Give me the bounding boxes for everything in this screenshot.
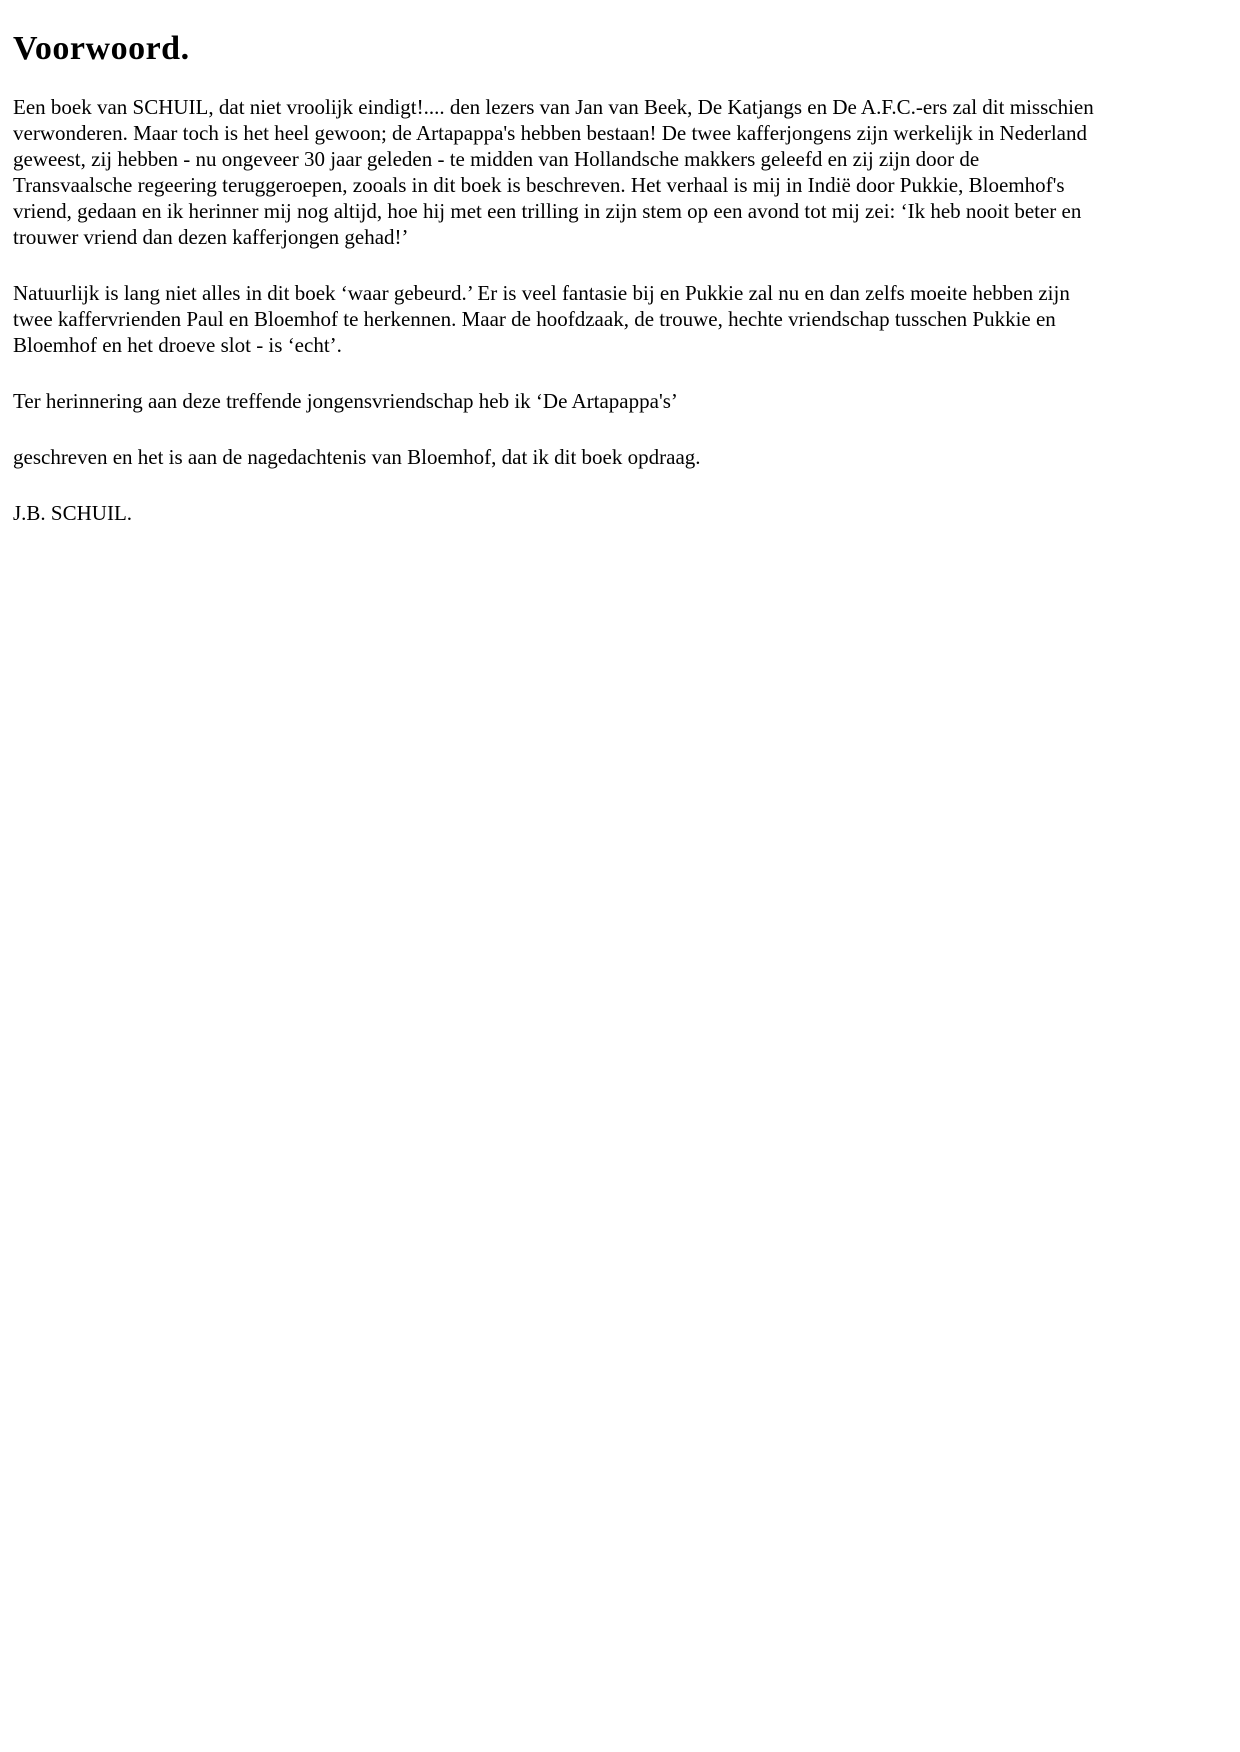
page-title: Voorwoord. bbox=[13, 30, 190, 67]
author-signature: J.B. SCHUIL. bbox=[13, 501, 133, 525]
paragraph-1: Een boek van SCHUIL, dat niet vroolijk eindigt!.... den lezers van Jan van Beek, De Katjangs en De A.F.C.-ers zal dit misschien verwonderen. Maar toch is het heel gewoon; de Artapappa's hebben bestaan! De twee kafferjongens zijn werkelijk in Nederland geweest, zij hebben - nu ongeveer 30 jaar geleden - te midden van Hollandsche makkers geleefd en zij zijn door de Transvaalsche regeering teruggeroepen, zooals in dit boek is beschreven. Het verhaal is mij in Indië door Pukkie, Bloemhof's vriend, gedaan en ik herinner mij nog altijd, hoe hij met een trilling in zijn stem op een avond tot mij zei: ‘Ik heb nooit beter en trouwer vriend dan dezen kafferjongen gehad!’ bbox=[13, 95, 1094, 249]
paragraph-3: Ter herinnering aan deze treffende jongensvriendschap heb ik ‘De Artapappa's’ bbox=[13, 389, 678, 413]
paragraph-4: geschreven en het is aan de nagedachtenis van Bloemhof, dat ik dit boek opdraag. bbox=[13, 445, 701, 469]
paragraph-2: Natuurlijk is lang niet alles in dit boek ‘waar gebeurd.’ Er is veel fantasie bij en Pukkie zal nu en dan zelfs moeite hebben zijn twee kaffervrienden Paul en Bloemhof te herkennen. Maar de hoofdzaak, de trouwe, hechte vriendschap tusschen Pukkie en Bloemhof en het droeve slot - is ‘echt’. bbox=[13, 281, 1070, 357]
document-page bbox=[0, 0, 1240, 526]
document-content bbox=[13, 30, 1098, 526]
